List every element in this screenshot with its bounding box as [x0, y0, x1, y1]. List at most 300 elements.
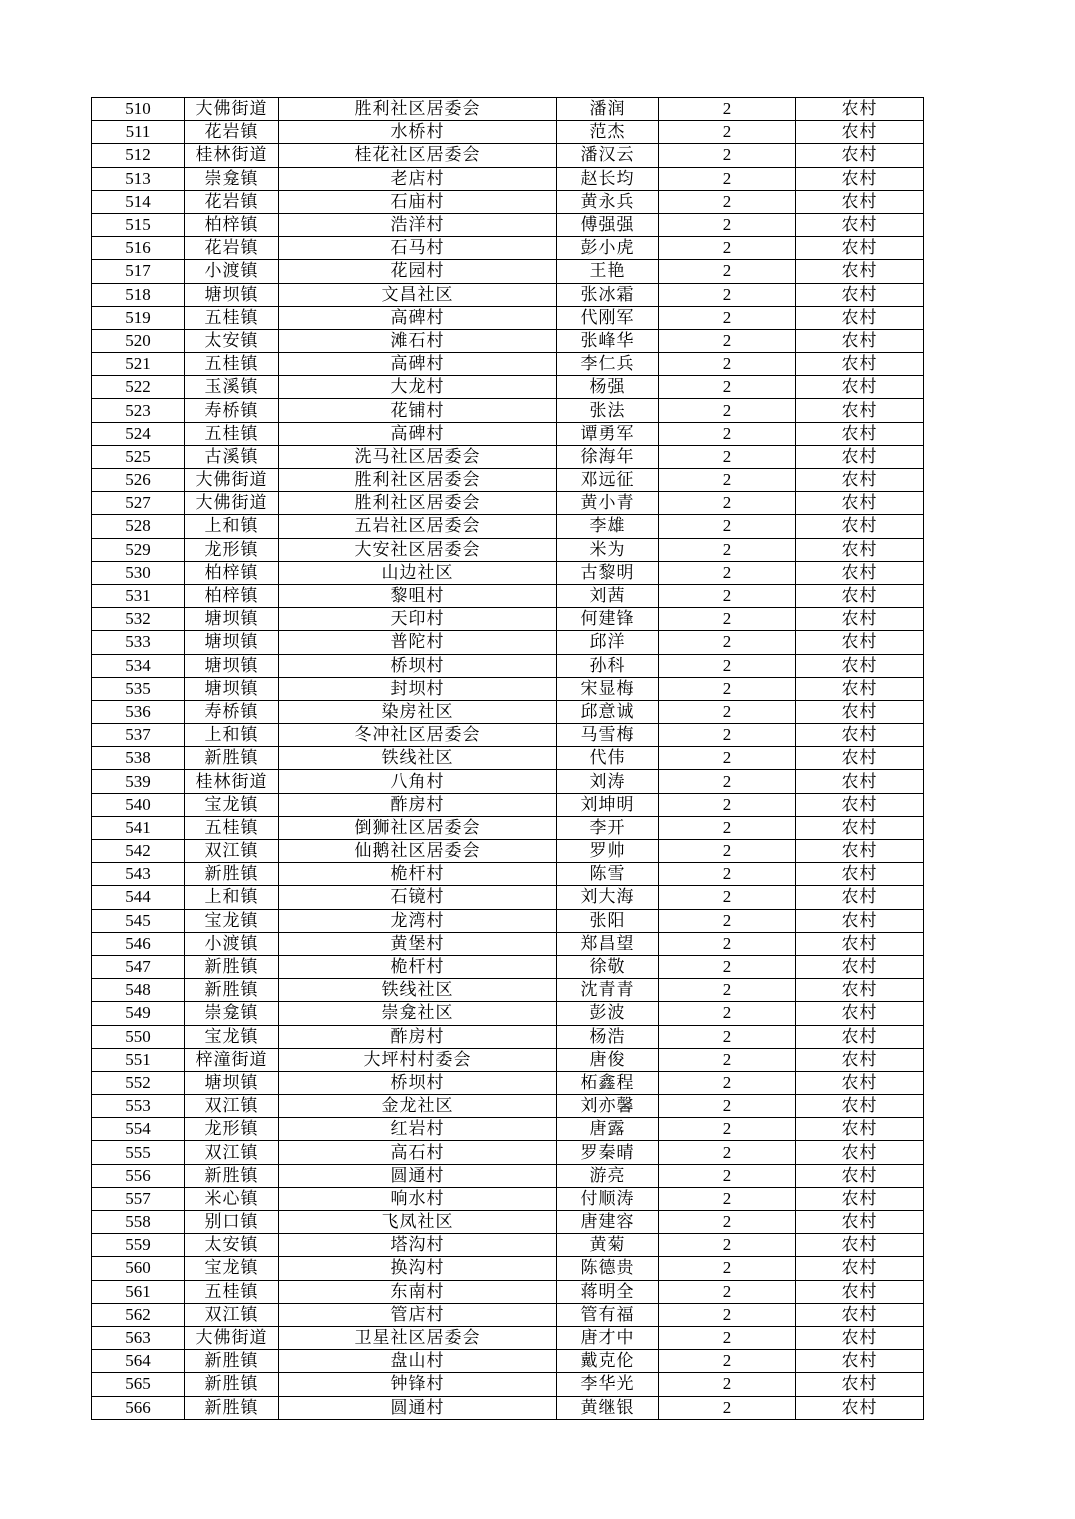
name-cell: 赵长均 [557, 167, 659, 190]
name-cell: 陈雪 [557, 863, 659, 886]
row-number-cell: 540 [92, 793, 185, 816]
count-cell: 2 [659, 237, 796, 260]
table-row [92, 306, 924, 329]
town-cell: 花岩镇 [185, 190, 279, 213]
town-cell: 柏梓镇 [185, 561, 279, 584]
count-cell: 2 [659, 747, 796, 770]
count-cell: 2 [659, 608, 796, 631]
town-cell: 寿桥镇 [185, 399, 279, 422]
table-row [92, 1211, 924, 1234]
row-number-cell: 531 [92, 584, 185, 607]
row-number-cell: 514 [92, 190, 185, 213]
table-row [92, 1025, 924, 1048]
town-cell: 太安镇 [185, 1234, 279, 1257]
row-number-cell: 536 [92, 700, 185, 723]
row-number-cell: 558 [92, 1211, 185, 1234]
count-cell: 2 [659, 329, 796, 352]
row-number-cell: 545 [92, 909, 185, 932]
town-cell: 塘坝镇 [185, 1071, 279, 1094]
community-cell: 胜利社区居委会 [279, 98, 557, 121]
name-cell: 潘汉云 [557, 144, 659, 167]
town-cell: 塘坝镇 [185, 631, 279, 654]
town-cell: 桂林街道 [185, 144, 279, 167]
name-cell: 邓远征 [557, 469, 659, 492]
name-cell: 张冰霜 [557, 283, 659, 306]
table-row [92, 654, 924, 677]
category-cell: 农村 [796, 167, 924, 190]
name-cell: 陈德贵 [557, 1257, 659, 1280]
community-cell: 胜利社区居委会 [279, 469, 557, 492]
community-cell: 卫星社区居委会 [279, 1326, 557, 1349]
community-cell: 飞凤社区 [279, 1211, 557, 1234]
row-number-cell: 522 [92, 376, 185, 399]
town-cell: 新胜镇 [185, 979, 279, 1002]
town-cell: 古溪镇 [185, 445, 279, 468]
count-cell: 2 [659, 1048, 796, 1071]
town-cell: 上和镇 [185, 515, 279, 538]
count-cell: 2 [659, 677, 796, 700]
row-number-cell: 562 [92, 1303, 185, 1326]
name-cell: 徐敬 [557, 955, 659, 978]
table-row [92, 724, 924, 747]
count-cell: 2 [659, 724, 796, 747]
table-row [92, 1002, 924, 1025]
name-cell: 何建锋 [557, 608, 659, 631]
category-cell: 农村 [796, 1396, 924, 1419]
town-cell: 五桂镇 [185, 816, 279, 839]
count-cell: 2 [659, 1234, 796, 1257]
category-cell: 农村 [796, 1187, 924, 1210]
category-cell: 农村 [796, 283, 924, 306]
count-cell: 2 [659, 422, 796, 445]
town-cell: 小渡镇 [185, 260, 279, 283]
row-number-cell: 516 [92, 237, 185, 260]
name-cell: 罗秦晴 [557, 1141, 659, 1164]
count-cell: 2 [659, 306, 796, 329]
table-row [92, 515, 924, 538]
community-cell: 高碑村 [279, 353, 557, 376]
row-number-cell: 547 [92, 955, 185, 978]
row-number-cell: 552 [92, 1071, 185, 1094]
table-row [92, 584, 924, 607]
community-cell: 高碑村 [279, 306, 557, 329]
row-number-cell: 554 [92, 1118, 185, 1141]
town-cell: 五桂镇 [185, 353, 279, 376]
row-number-cell: 563 [92, 1326, 185, 1349]
count-cell: 2 [659, 840, 796, 863]
category-cell: 农村 [796, 1211, 924, 1234]
name-cell: 范杰 [557, 121, 659, 144]
count-cell: 2 [659, 955, 796, 978]
town-cell: 新胜镇 [185, 955, 279, 978]
category-cell: 农村 [796, 700, 924, 723]
category-cell: 农村 [796, 747, 924, 770]
table-row [92, 909, 924, 932]
row-number-cell: 559 [92, 1234, 185, 1257]
town-cell: 塘坝镇 [185, 654, 279, 677]
table-row [92, 144, 924, 167]
table-row [92, 167, 924, 190]
count-cell: 2 [659, 816, 796, 839]
community-cell: 换沟村 [279, 1257, 557, 1280]
category-cell: 农村 [796, 422, 924, 445]
town-cell: 塘坝镇 [185, 608, 279, 631]
community-cell: 响水村 [279, 1187, 557, 1210]
name-cell: 杨强 [557, 376, 659, 399]
row-number-cell: 520 [92, 329, 185, 352]
community-cell: 大龙村 [279, 376, 557, 399]
community-cell: 桂花社区居委会 [279, 144, 557, 167]
row-number-cell: 525 [92, 445, 185, 468]
table-row [92, 353, 924, 376]
count-cell: 2 [659, 909, 796, 932]
table-row [92, 793, 924, 816]
table-row [92, 422, 924, 445]
count-cell: 2 [659, 1025, 796, 1048]
count-cell: 2 [659, 561, 796, 584]
name-cell: 杨浩 [557, 1025, 659, 1048]
community-cell: 金龙社区 [279, 1095, 557, 1118]
count-cell: 2 [659, 469, 796, 492]
name-cell: 徐海年 [557, 445, 659, 468]
table-row [92, 190, 924, 213]
category-cell: 农村 [796, 329, 924, 352]
community-cell: 山边社区 [279, 561, 557, 584]
count-cell: 2 [659, 190, 796, 213]
community-cell: 东南村 [279, 1280, 557, 1303]
community-cell: 管店村 [279, 1303, 557, 1326]
category-cell: 农村 [796, 724, 924, 747]
category-cell: 农村 [796, 399, 924, 422]
count-cell: 2 [659, 1164, 796, 1187]
town-cell: 五桂镇 [185, 422, 279, 445]
table-row [92, 770, 924, 793]
town-cell: 太安镇 [185, 329, 279, 352]
community-cell: 花园村 [279, 260, 557, 283]
name-cell: 刘亦馨 [557, 1095, 659, 1118]
category-cell: 农村 [796, 1118, 924, 1141]
table-row [92, 1350, 924, 1373]
row-number-cell: 523 [92, 399, 185, 422]
count-cell: 2 [659, 353, 796, 376]
count-cell: 2 [659, 1002, 796, 1025]
table-row [92, 747, 924, 770]
name-cell: 邱洋 [557, 631, 659, 654]
name-cell: 刘坤明 [557, 793, 659, 816]
name-cell: 刘涛 [557, 770, 659, 793]
community-cell: 高石村 [279, 1141, 557, 1164]
records-table [91, 97, 924, 1420]
name-cell: 孙科 [557, 654, 659, 677]
town-cell: 花岩镇 [185, 121, 279, 144]
row-number-cell: 566 [92, 1396, 185, 1419]
table-row [92, 98, 924, 121]
name-cell: 刘大海 [557, 886, 659, 909]
category-cell: 农村 [796, 515, 924, 538]
town-cell: 双江镇 [185, 1095, 279, 1118]
category-cell: 农村 [796, 608, 924, 631]
category-cell: 农村 [796, 770, 924, 793]
category-cell: 农村 [796, 955, 924, 978]
community-cell: 老店村 [279, 167, 557, 190]
row-number-cell: 532 [92, 608, 185, 631]
town-cell: 新胜镇 [185, 1164, 279, 1187]
town-cell: 宝龙镇 [185, 793, 279, 816]
table-row [92, 260, 924, 283]
name-cell: 张峰华 [557, 329, 659, 352]
category-cell: 农村 [796, 445, 924, 468]
town-cell: 新胜镇 [185, 747, 279, 770]
category-cell: 农村 [796, 260, 924, 283]
count-cell: 2 [659, 584, 796, 607]
count-cell: 2 [659, 1257, 796, 1280]
name-cell: 唐建容 [557, 1211, 659, 1234]
community-cell: 桥坝村 [279, 1071, 557, 1094]
name-cell: 傅强强 [557, 213, 659, 236]
name-cell: 郑昌望 [557, 932, 659, 955]
town-cell: 五桂镇 [185, 306, 279, 329]
table-row [92, 469, 924, 492]
row-number-cell: 537 [92, 724, 185, 747]
community-cell: 大坪村村委会 [279, 1048, 557, 1071]
table-row [92, 561, 924, 584]
community-cell: 桅杆村 [279, 863, 557, 886]
category-cell: 农村 [796, 213, 924, 236]
category-cell: 农村 [796, 979, 924, 1002]
category-cell: 农村 [796, 1002, 924, 1025]
community-cell: 酢房村 [279, 1025, 557, 1048]
count-cell: 2 [659, 1211, 796, 1234]
table-row [92, 237, 924, 260]
category-cell: 农村 [796, 98, 924, 121]
row-number-cell: 534 [92, 654, 185, 677]
category-cell: 农村 [796, 376, 924, 399]
table-row [92, 492, 924, 515]
town-cell: 龙形镇 [185, 1118, 279, 1141]
name-cell: 戴克伦 [557, 1350, 659, 1373]
name-cell: 张阳 [557, 909, 659, 932]
table-row [92, 1396, 924, 1419]
count-cell: 2 [659, 1373, 796, 1396]
row-number-cell: 535 [92, 677, 185, 700]
row-number-cell: 546 [92, 932, 185, 955]
name-cell: 米为 [557, 538, 659, 561]
row-number-cell: 529 [92, 538, 185, 561]
town-cell: 双江镇 [185, 840, 279, 863]
category-cell: 农村 [796, 677, 924, 700]
community-cell: 八角村 [279, 770, 557, 793]
count-cell: 2 [659, 1326, 796, 1349]
community-cell: 圆通村 [279, 1396, 557, 1419]
table-row [92, 376, 924, 399]
town-cell: 大佛街道 [185, 1326, 279, 1349]
community-cell: 崇龛社区 [279, 1002, 557, 1025]
name-cell: 代刚军 [557, 306, 659, 329]
category-cell: 农村 [796, 584, 924, 607]
row-number-cell: 518 [92, 283, 185, 306]
category-cell: 农村 [796, 469, 924, 492]
town-cell: 寿桥镇 [185, 700, 279, 723]
category-cell: 农村 [796, 492, 924, 515]
table-row [92, 329, 924, 352]
category-cell: 农村 [796, 144, 924, 167]
row-number-cell: 528 [92, 515, 185, 538]
table-row [92, 445, 924, 468]
community-cell: 五岩社区居委会 [279, 515, 557, 538]
category-cell: 农村 [796, 816, 924, 839]
count-cell: 2 [659, 1187, 796, 1210]
table-body [92, 98, 924, 1420]
row-number-cell: 553 [92, 1095, 185, 1118]
category-cell: 农村 [796, 353, 924, 376]
row-number-cell: 561 [92, 1280, 185, 1303]
community-cell: 红岩村 [279, 1118, 557, 1141]
count-cell: 2 [659, 213, 796, 236]
row-number-cell: 513 [92, 167, 185, 190]
category-cell: 农村 [796, 1025, 924, 1048]
category-cell: 农村 [796, 631, 924, 654]
row-number-cell: 533 [92, 631, 185, 654]
name-cell: 谭勇军 [557, 422, 659, 445]
community-cell: 黎咀村 [279, 584, 557, 607]
community-cell: 钟锋村 [279, 1373, 557, 1396]
row-number-cell: 519 [92, 306, 185, 329]
town-cell: 大佛街道 [185, 98, 279, 121]
count-cell: 2 [659, 283, 796, 306]
community-cell: 盘山村 [279, 1350, 557, 1373]
row-number-cell: 565 [92, 1373, 185, 1396]
category-cell: 农村 [796, 932, 924, 955]
row-number-cell: 511 [92, 121, 185, 144]
community-cell: 花铺村 [279, 399, 557, 422]
name-cell: 黄永兵 [557, 190, 659, 213]
town-cell: 宝龙镇 [185, 1257, 279, 1280]
count-cell: 2 [659, 98, 796, 121]
table-row [92, 677, 924, 700]
town-cell: 小渡镇 [185, 932, 279, 955]
table-row [92, 955, 924, 978]
name-cell: 邱意诚 [557, 700, 659, 723]
community-cell: 铁线社区 [279, 747, 557, 770]
count-cell: 2 [659, 654, 796, 677]
count-cell: 2 [659, 1280, 796, 1303]
community-cell: 冬冲社区居委会 [279, 724, 557, 747]
town-cell: 大佛街道 [185, 469, 279, 492]
category-cell: 农村 [796, 1257, 924, 1280]
community-cell: 染房社区 [279, 700, 557, 723]
table-row [92, 1164, 924, 1187]
town-cell: 龙形镇 [185, 538, 279, 561]
town-cell: 五桂镇 [185, 1280, 279, 1303]
table-row [92, 1048, 924, 1071]
community-cell: 文昌社区 [279, 283, 557, 306]
count-cell: 2 [659, 770, 796, 793]
community-cell: 龙湾村 [279, 909, 557, 932]
name-cell: 李雄 [557, 515, 659, 538]
table-row [92, 932, 924, 955]
row-number-cell: 521 [92, 353, 185, 376]
community-cell: 桥坝村 [279, 654, 557, 677]
town-cell: 米心镇 [185, 1187, 279, 1210]
count-cell: 2 [659, 445, 796, 468]
table-row [92, 1071, 924, 1094]
name-cell: 唐才中 [557, 1326, 659, 1349]
count-cell: 2 [659, 1350, 796, 1373]
name-cell: 李华光 [557, 1373, 659, 1396]
row-number-cell: 551 [92, 1048, 185, 1071]
community-cell: 高碑村 [279, 422, 557, 445]
count-cell: 2 [659, 399, 796, 422]
row-number-cell: 539 [92, 770, 185, 793]
town-cell: 花岩镇 [185, 237, 279, 260]
community-cell: 大安社区居委会 [279, 538, 557, 561]
row-number-cell: 517 [92, 260, 185, 283]
table-row [92, 840, 924, 863]
community-cell: 石马村 [279, 237, 557, 260]
row-number-cell: 548 [92, 979, 185, 1002]
name-cell: 唐俊 [557, 1048, 659, 1071]
row-number-cell: 512 [92, 144, 185, 167]
category-cell: 农村 [796, 538, 924, 561]
table-row [92, 886, 924, 909]
town-cell: 崇龛镇 [185, 1002, 279, 1025]
row-number-cell: 530 [92, 561, 185, 584]
count-cell: 2 [659, 1396, 796, 1419]
table-row [92, 121, 924, 144]
town-cell: 宝龙镇 [185, 909, 279, 932]
town-cell: 新胜镇 [185, 863, 279, 886]
category-cell: 农村 [796, 1048, 924, 1071]
table-row [92, 1118, 924, 1141]
name-cell: 游亮 [557, 1164, 659, 1187]
name-cell: 管有福 [557, 1303, 659, 1326]
town-cell: 新胜镇 [185, 1350, 279, 1373]
row-number-cell: 555 [92, 1141, 185, 1164]
count-cell: 2 [659, 1141, 796, 1164]
town-cell: 柏梓镇 [185, 584, 279, 607]
table-row [92, 816, 924, 839]
category-cell: 农村 [796, 1234, 924, 1257]
community-cell: 桅杆村 [279, 955, 557, 978]
row-number-cell: 560 [92, 1257, 185, 1280]
row-number-cell: 556 [92, 1164, 185, 1187]
count-cell: 2 [659, 260, 796, 283]
name-cell: 唐露 [557, 1118, 659, 1141]
table-row [92, 1280, 924, 1303]
category-cell: 农村 [796, 1373, 924, 1396]
row-number-cell: 557 [92, 1187, 185, 1210]
community-cell: 普陀村 [279, 631, 557, 654]
town-cell: 玉溪镇 [185, 376, 279, 399]
table-row [92, 608, 924, 631]
count-cell: 2 [659, 1303, 796, 1326]
name-cell: 柘鑫程 [557, 1071, 659, 1094]
category-cell: 农村 [796, 1095, 924, 1118]
count-cell: 2 [659, 793, 796, 816]
row-number-cell: 550 [92, 1025, 185, 1048]
name-cell: 马雪梅 [557, 724, 659, 747]
count-cell: 2 [659, 1095, 796, 1118]
town-cell: 双江镇 [185, 1141, 279, 1164]
row-number-cell: 526 [92, 469, 185, 492]
name-cell: 王艳 [557, 260, 659, 283]
name-cell: 李开 [557, 816, 659, 839]
count-cell: 2 [659, 376, 796, 399]
name-cell: 付顺涛 [557, 1187, 659, 1210]
row-number-cell: 524 [92, 422, 185, 445]
name-cell: 黄菊 [557, 1234, 659, 1257]
row-number-cell: 510 [92, 98, 185, 121]
